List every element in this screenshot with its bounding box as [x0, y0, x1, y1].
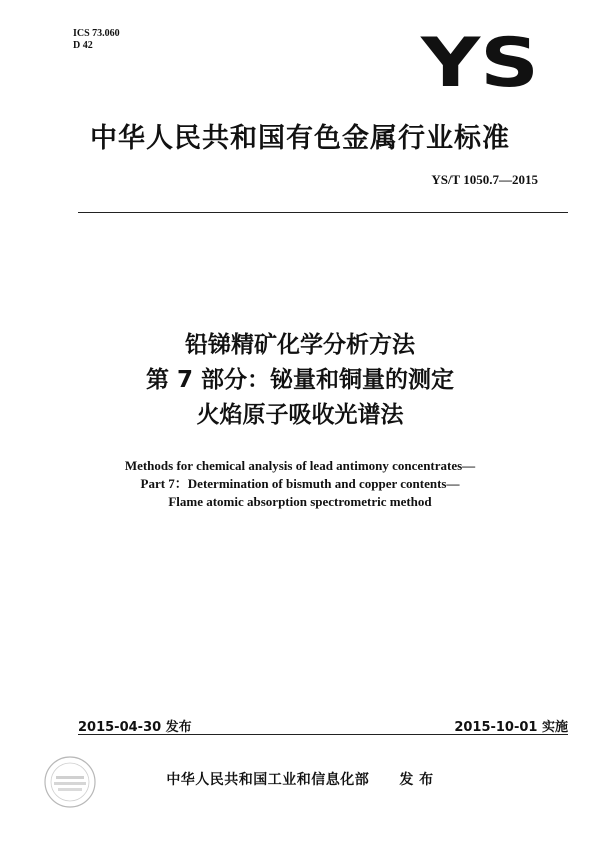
- implementation-date: 2015-10-01 实施: [454, 720, 568, 735]
- title-english: [0, 457, 600, 511]
- title-cn-line-3: 火焰原子吸收光谱法: [196, 402, 404, 428]
- top-divider: [78, 212, 568, 213]
- classification-codes: [73, 28, 120, 52]
- title-cn-line-2: 第 7 部分：铋量和铜量的测定: [145, 367, 455, 393]
- standard-category-name: 中华人民共和国有色金属行业标准: [90, 123, 510, 154]
- ys-logo: [420, 28, 540, 92]
- publisher: [0, 769, 600, 789]
- title-chinese: [0, 328, 600, 433]
- title-en-line-3: Flame atomic absorption spectrometric method: [168, 494, 432, 509]
- ys-logo-text: YS: [420, 28, 539, 92]
- publisher-name: 中华人民共和国工业和信息化部: [166, 772, 370, 788]
- ccs-code: D 42: [73, 40, 93, 51]
- title-en-line-1: Methods for chemical analysis of lead antimony concentrates—: [124, 458, 476, 473]
- bottom-divider: [78, 734, 568, 735]
- title-cn-line-1: 铅锑精矿化学分析方法: [185, 332, 415, 358]
- standard-number: YS/T 1050.7—2015: [431, 172, 538, 187]
- issue-date: 2015-04-30 发布: [78, 720, 192, 735]
- ics-code: ICS 73.060: [73, 28, 120, 39]
- publisher-action: 发 布: [399, 772, 434, 788]
- title-en-line-2: Part 7：Determination of bismuth and copper contents—: [140, 476, 460, 491]
